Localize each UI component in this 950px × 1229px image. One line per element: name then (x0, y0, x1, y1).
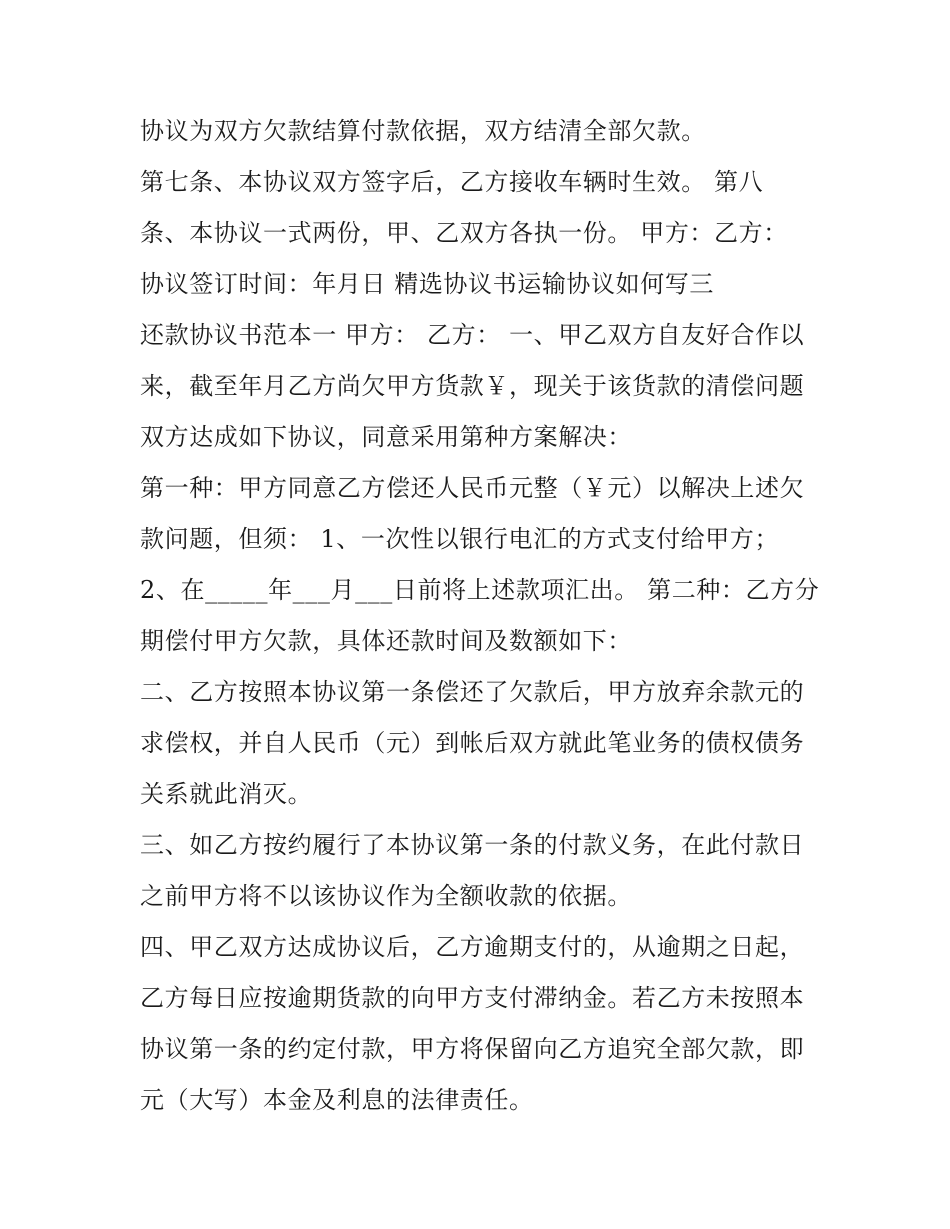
text-line: 条、本协议一式两份，甲、乙双方各执一份。 甲方：乙方： (140, 219, 788, 247)
text-line: 双方达成如下协议，同意采用第种方案解决： (140, 423, 632, 451)
text-line: 协议为双方欠款结算付款依据，双方结清全部欠款。 (140, 117, 706, 145)
text-line: 还款协议书范本一 甲方： 乙方： 一、甲乙双方自友好合作以 (140, 321, 805, 349)
text-line: 元（大写）本金及利息的法律责任。 (140, 1086, 534, 1114)
text-line: 四、甲乙双方达成协议后，乙方逾期支付的，从逾期之日起， (140, 933, 805, 961)
text-line: 第一种：甲方同意乙方偿还人民币元整（￥元）以解决上述欠 (140, 474, 805, 502)
text-line: 期偿付甲方欠款，具体还款时间及数额如下： (140, 627, 632, 655)
document-body (140, 106, 820, 1126)
text-line: 来，截至年月乙方尚欠甲方货款￥，现关于该货款的清偿问题 (140, 372, 805, 400)
text-line: 乙方每日应按逾期货款的向甲方支付滞纳金。若乙方未按照本 (140, 984, 805, 1012)
text-line: 二、乙方按照本协议第一条偿还了欠款后，甲方放弃余款元的 (140, 678, 805, 706)
text-line: 协议第一条的约定付款，甲方将保留向乙方追究全部欠款，即 (140, 1035, 805, 1063)
text-line: 求偿权，并自人民币（元）到帐后双方就此笔业务的债权债务 (140, 729, 805, 757)
text-line: 三、如乙方按约履行了本协议第一条的付款义务，在此付款日 (140, 831, 805, 859)
text-line: 关系就此消灭。 (140, 780, 313, 808)
text-line: 协议签订时间：年月日 精选协议书运输协议如何写三 (140, 270, 715, 298)
text-line: 款问题，但须： 1、一次性以银行电汇的方式支付给甲方； (140, 525, 780, 553)
text-line: 2、在_____年___月___日前将上述款项汇出。 第二种：乙方分 (140, 576, 820, 604)
text-line: 之前甲方将不以该协议作为全额收款的依据。 (140, 882, 632, 910)
text-line: 第七条、本协议双方签字后，乙方接收车辆时生效。 第八 (140, 168, 764, 196)
